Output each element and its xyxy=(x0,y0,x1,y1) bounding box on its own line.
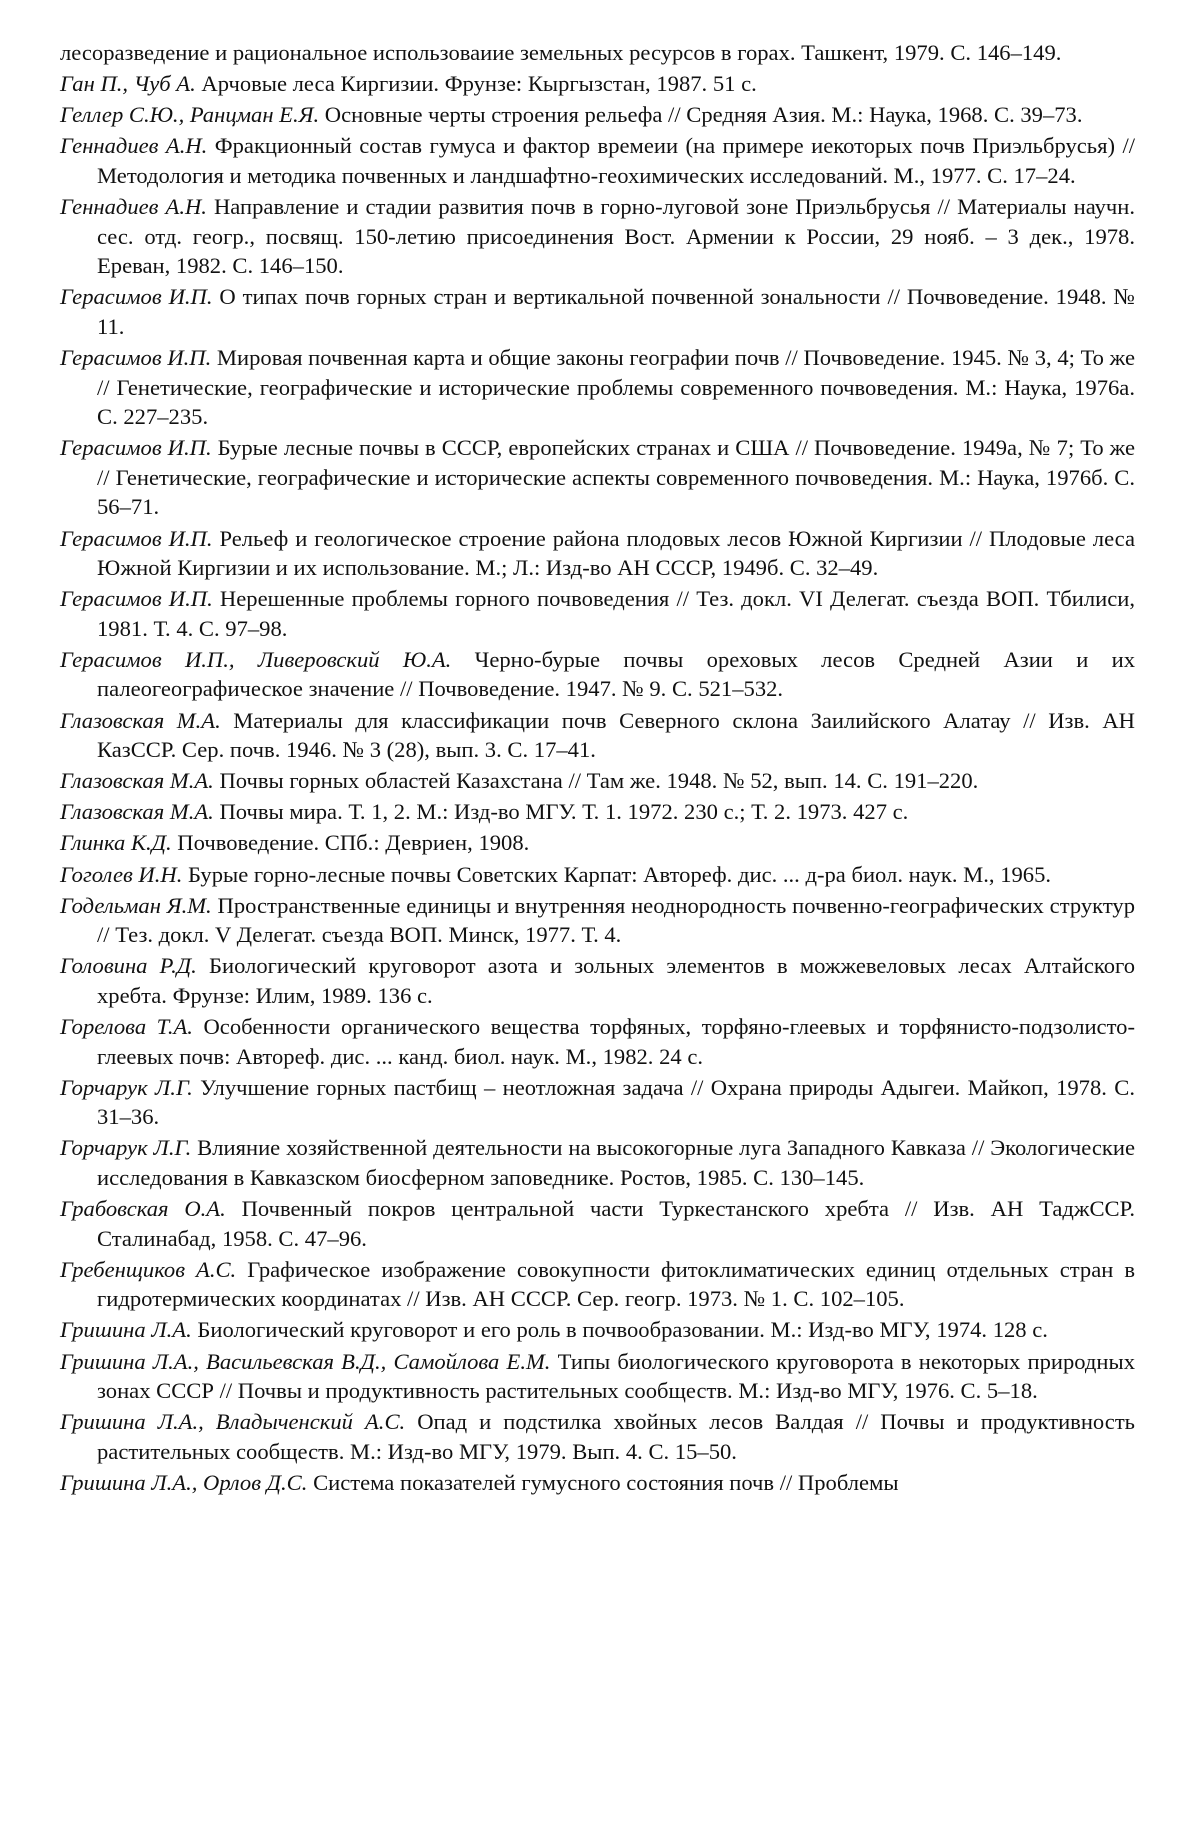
reference-entry xyxy=(60,1407,1135,1466)
reference-authors: Горчарук Л.Г. xyxy=(60,1074,193,1100)
reference-authors: Герасимов И.П. xyxy=(60,586,213,612)
reference-entry xyxy=(60,860,1135,890)
reference-text: Графическое изображение совокупности фитоклиматических единиц отдельных стран в гидротермических координатах // Изв. АН СССР. Сер. геогр. 1973. № 1. С. 102–105. xyxy=(97,1256,1135,1312)
reference-authors: Герасимов И.П. xyxy=(60,435,212,461)
reference-entry xyxy=(60,584,1135,643)
reference-text: Черно-бурые почвы ореховых лесов Средней Азии и их палеогеографическое значение // Почвоведение. 1947. № 9. С. 521–532. xyxy=(97,646,1135,702)
reference-entry xyxy=(60,706,1135,765)
reference-text: Улучшение горных пастбищ – неотложная задача // Охрана природы Адыгеи. Майкоп, 1978. С. 31–36. xyxy=(97,1074,1135,1130)
reference-entry xyxy=(60,797,1135,827)
reference-authors: Гришина Л.А., Васильевская В.Д., Самойлова Е.М. xyxy=(60,1348,551,1374)
reference-entry xyxy=(60,433,1135,522)
reference-authors: Гришина Л.А., Орлов Д.С. xyxy=(60,1469,308,1495)
reference-authors: Геллер С.Ю., Ранцман Е.Я. xyxy=(60,102,320,128)
reference-entry xyxy=(60,38,1135,68)
reference-authors: Гришина Л.А. xyxy=(60,1317,192,1343)
reference-entry xyxy=(60,1133,1135,1192)
reference-entry xyxy=(60,828,1135,858)
reference-text: Опад и подстилка хвойных лесов Валдая // Почвы и продуктивность растительных сообществ. М.: Изд-во МГУ, 1979. Вып. 4. С. 15–50. xyxy=(97,1409,1135,1464)
reference-authors: Герасимов И.П. xyxy=(60,525,213,551)
reference-text: Материалы для классификации почв Северного склона Заилийского Алатау // Изв. АН КазССР. Сер. почв. 1946. № 3 (28), вып. 3. С. 17–41. xyxy=(97,707,1135,763)
reference-authors: Годельман Я.М. xyxy=(60,892,212,918)
reference-text: Пространственные единицы и внутренняя неоднородность почвенно-географических структур // Тез. докл. V Делегат. съезда ВОП. Минск, 1977. Т. 4. xyxy=(97,892,1135,948)
reference-entry xyxy=(60,192,1135,281)
reference-text: Влияние хозяйственной деятельности на высокогорные луга Западного Кавказа // Экологические исследования в Кавказском биосферном заповеднике. Ростов, 1985. С. 130–145. xyxy=(97,1135,1135,1190)
reference-text: О типах почв горных стран и вертикальной почвенной зональности // Почвоведение. 1948. № 11. xyxy=(97,284,1135,339)
reference-text: Биологический круговорот и его роль в почвообразовании. М.: Изд-во МГУ, 1974. 128 с. xyxy=(197,1317,1048,1343)
reference-text: Бурые лесные почвы в СССР, европейских странах и США // Почвоведение. 1949а, № 7; То же // Генетические, географические и исторические аспекты современного почвоведения. М.: Наука, 1976б. С. 56–71. xyxy=(97,435,1135,520)
reference-entry xyxy=(60,1012,1135,1071)
reference-text: Арчовые леса Киргизии. Фрунзе: Кыргызстан, 1987. 51 с. xyxy=(201,71,757,97)
reference-entry xyxy=(60,100,1135,130)
reference-authors: Глазовская М.А. xyxy=(60,799,214,825)
reference-text: Система показателей гумусного состояния почв // Проблемы xyxy=(313,1469,899,1495)
reference-authors: Герасимов И.П. xyxy=(60,284,213,310)
bibliography-page xyxy=(60,38,1135,1499)
reference-entry xyxy=(60,524,1135,583)
reference-authors: Глинка К.Д. xyxy=(60,830,172,856)
reference-authors: Глазовская М.А. xyxy=(60,768,214,794)
reference-entry xyxy=(60,1347,1135,1406)
reference-entry xyxy=(60,891,1135,950)
reference-text: лесоразведение и рациональное использоваиие земельных ресурсов в горах. Ташкент, 1979. С. 146–149. xyxy=(60,40,1062,65)
reference-authors: Гришина Л.А., Владыченский А.С. xyxy=(60,1409,406,1435)
reference-authors: Гребенщиков А.С. xyxy=(60,1256,237,1282)
reference-authors: Герасимов И.П., Ливеровский Ю.А. xyxy=(60,646,452,672)
reference-authors: Головина Р.Д. xyxy=(60,953,197,979)
reference-text: Нерешенные проблемы горного почвоведения // Тез. докл. VI Делегат. съезда ВОП. Тбилиси, 1981. Т. 4. С. 97–98. xyxy=(97,586,1135,641)
reference-entry xyxy=(60,343,1135,432)
reference-authors: Герасимов И.П. xyxy=(60,344,212,370)
reference-text: Направление и стадии развития почв в горно-луговой зоне Приэльбрусья // Материалы научн. сес. отд. геогр., посвящ. 150-летию присоединения Вост. Армении к России, 29 нояб. – 3 дек., 1978. Ереван, 1982. С. 146–150. xyxy=(97,193,1135,279)
reference-text: Фракционный состав гумуса и фактор времеии (на примере иекоторых почв Приэльбрусья) // Методология и методика почвенных и ландшафтно-геохимических исследований. М., 1977. С. 17–24. xyxy=(97,133,1135,188)
reference-text: Почвы горных областей Казахстана // Там же. 1948. № 52, вып. 14. С. 191–220. xyxy=(219,768,979,794)
reference-entry xyxy=(60,1315,1135,1345)
reference-authors: Горчарук Л.Г. xyxy=(60,1135,192,1161)
reference-authors: Грабовская О.А. xyxy=(60,1196,226,1222)
reference-text: Почвоведение. СПб.: Девриен, 1908. xyxy=(177,830,530,856)
reference-entry xyxy=(60,1194,1135,1253)
reference-entry xyxy=(60,766,1135,796)
reference-authors: Гоголев И.Н. xyxy=(60,861,183,887)
reference-entry xyxy=(60,69,1135,99)
reference-authors: Ган П., Чуб А. xyxy=(60,71,196,97)
reference-entry xyxy=(60,1073,1135,1132)
reference-authors: Глазовская М.А. xyxy=(60,707,221,733)
reference-text: Мировая почвенная карта и общие законы географии почв // Почвоведение. 1945. № 3, 4; То же // Генетические, географические и исторические проблемы современного почвоведения. М.: Наука, 1976а. С. 227–235. xyxy=(97,344,1135,430)
reference-entry xyxy=(60,645,1135,704)
reference-text: Особенности органического вещества торфяных, торфяно-глеевых и торфянисто-подзолисто-глеевых почв: Автореф. дис. ... канд. биол. наук. М., 1982. 24 с. xyxy=(97,1014,1135,1069)
reference-text: Основные черты строения рельефа // Средняя Азия. М.: Наука, 1968. С. 39–73. xyxy=(324,102,1083,128)
reference-text: Бурые горно-лесные почвы Советских Карпат: Автореф. дис. ... д-ра биол. наук. М., 1965. xyxy=(188,861,1052,887)
reference-authors: Геннадиев А.Н. xyxy=(60,133,208,159)
reference-text: Рельеф и геологическое строение района плодовых лесов Южной Киргизии // Плодовые леса Южной Киргизии и их использование. М.; Л.: Изд-во АН СССР, 1949б. С. 32–49. xyxy=(97,525,1135,581)
reference-entry xyxy=(60,951,1135,1010)
reference-entry xyxy=(60,1255,1135,1314)
reference-authors: Геннадиев А.Н. xyxy=(60,193,207,219)
reference-entry xyxy=(60,1468,1135,1498)
reference-authors: Горелова Т.А. xyxy=(60,1014,193,1039)
reference-entry xyxy=(60,131,1135,190)
reference-text: Почвы мира. Т. 1, 2. М.: Изд-во МГУ. Т. 1. 1972. 230 с.; Т. 2. 1973. 427 с. xyxy=(219,799,909,825)
reference-entry xyxy=(60,282,1135,341)
reference-text: Биологический круговорот азота и зольных элементов в можжевеловых лесах Алтайского хребта. Фрунзе: Илим, 1989. 136 с. xyxy=(97,953,1136,1008)
reference-text: Типы биологического круговорота в некоторых природных зонах СССР // Почвы и продуктивность растительных сообществ. М.: Изд-во МГУ, 1976. С. 5–18. xyxy=(97,1348,1135,1404)
reference-text: Почвенный покров центральной части Туркестанского хребта // Изв. АН ТаджССР. Сталинабад, 1958. С. 47–96. xyxy=(97,1196,1135,1251)
